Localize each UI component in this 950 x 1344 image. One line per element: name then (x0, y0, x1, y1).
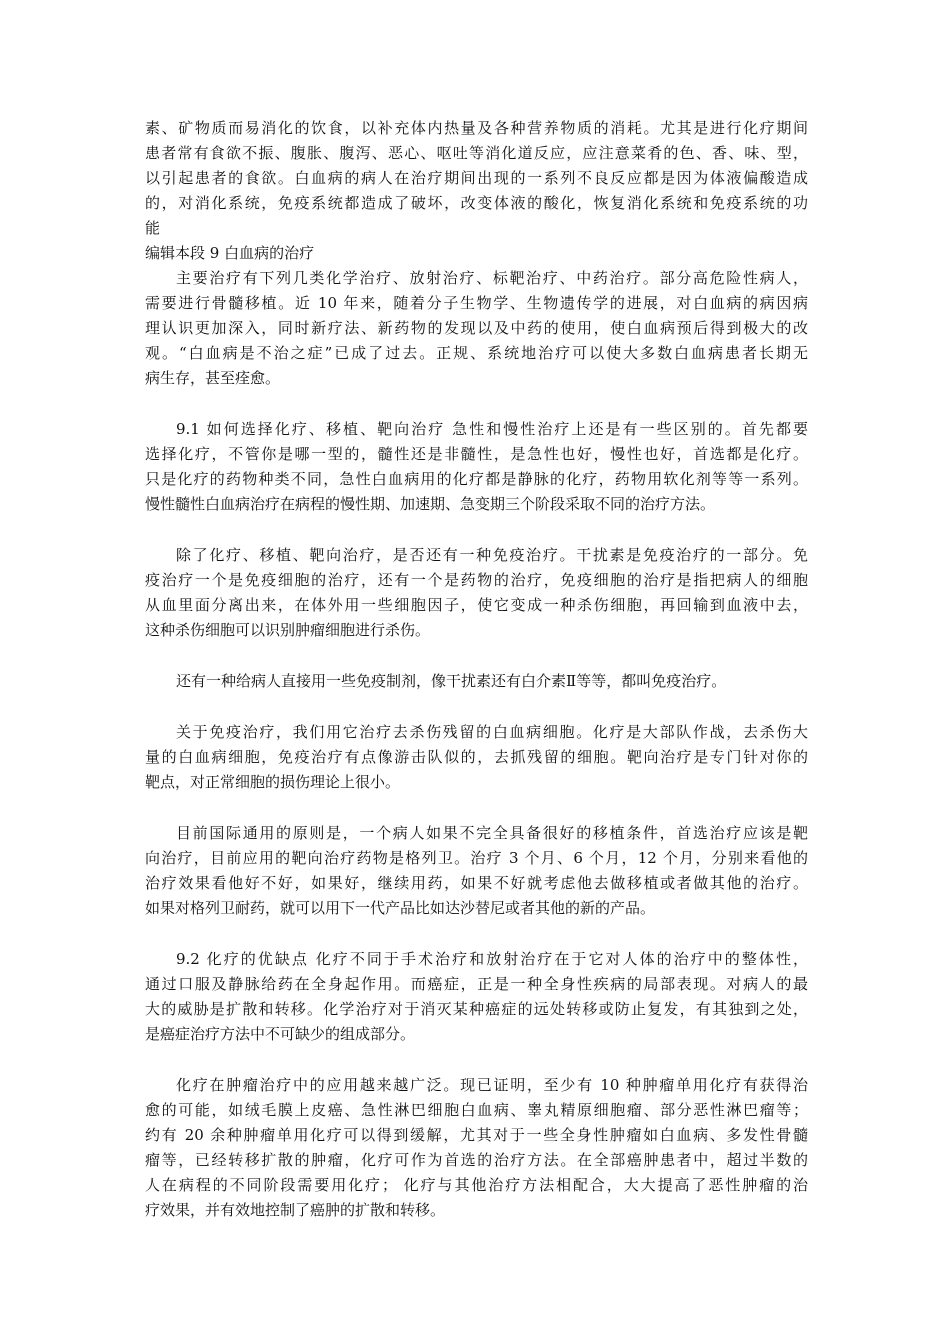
text-line: 以引起患者的食欲。白血病的病人在治疗期间出现的一系列不良反应都是因为体液偏酸造成 (145, 169, 808, 187)
paragraph-gap (145, 795, 808, 821)
document-page (145, 116, 808, 1223)
text-line: 还有一种给病人直接用一些免疫制剂，像干扰素还有白介素Ⅱ等等，都叫免疫治疗。 (176, 672, 727, 690)
text-line: 这种杀伤细胞可以识别肿瘤细胞进行杀伤。 (145, 621, 431, 639)
text-line: 慢性髓性白血病治疗在病程的慢性期、加速期、急变期三个阶段采取不同的治疗方法。 (145, 495, 716, 513)
text-line: 理认识更加深入，同时新疗法、新药物的发现以及中药的使用，使白血病预后得到极大的改 (145, 319, 808, 337)
text-line: 从血里面分离出来，在体外用一些细胞因子，使它变成一种杀伤细胞，再回输到血液中去， (145, 596, 808, 614)
text-line: 9.1 如何选择化疗、移植、靶向治疗 急性和慢性治疗上还是有一些区别的。首先都要 (176, 420, 808, 438)
paragraph-gap (145, 921, 808, 947)
text-line: 瘤等，已经转移扩散的肿瘤，化疗可作为首选的治疗方法。在全部癌肿患者中，超过半数的 (145, 1151, 808, 1169)
paragraph-gap (145, 391, 808, 417)
text-line: 需要进行骨髓移植。近 10 年来，随着分子生物学、生物遗传学的进展，对白血病的病因病 (145, 294, 808, 312)
paragraph-immunotherapy-role (145, 720, 808, 795)
text-line: 量的白血病细胞，免疫治疗有点像游击队似的，去抓残留的细胞。靶向治疗是专门针对你的 (145, 748, 808, 766)
text-line: 目前国际通用的原则是，一个病人如果不完全具备很好的移植条件，首选治疗应该是靶 (176, 824, 808, 842)
paragraph-section-9-2 (145, 947, 808, 1047)
text-line: 人在病程的不同阶段需要用化疗； 化疗与其他治疗方法相配合，大大提高了恶性肿瘤的治 (145, 1176, 808, 1194)
text-line: 选择化疗，不管你是哪一型的，髓性还是非髓性，是急性也好，慢性也好，首选都是化疗。 (145, 445, 808, 463)
text-line: 如果对格列卫耐药，就可以用下一代产品比如达沙替尼或者其他的新的产品。 (145, 899, 656, 917)
text-line: 关于免疫治疗，我们用它治疗去杀伤残留的白血病细胞。化疗是大部队作战，去杀伤大 (176, 723, 808, 741)
text-line: 大的威胁是扩散和转移。化学治疗对于消灭某种癌症的远处转移或防止复发，有其独到之处， (145, 1000, 808, 1018)
text-line: 靶点，对正常细胞的损伤理论上很小。 (145, 773, 401, 791)
text-line: 的，对消化系统，免疫系统都造成了破坏，改变体液的酸化，恢复消化系统和免疫系统的功 (145, 194, 808, 212)
text-line: 疫治疗一个是免疫细胞的治疗，还有一个是药物的治疗，免疫细胞的治疗是指把病人的细胞 (145, 571, 808, 589)
paragraph-chemo-applications (145, 1073, 808, 1223)
paragraph-diet-care (145, 116, 808, 241)
text-line: 疗效果，并有效地控制了癌肿的扩散和转移。 (145, 1201, 446, 1219)
paragraph-gap (145, 517, 808, 543)
paragraph-treatment-overview (145, 266, 808, 391)
text-line: 愈的可能，如绒毛膜上皮癌、急性淋巴细胞白血病、睾丸精原细胞瘤、部分恶性淋巴瘤等； (145, 1101, 808, 1119)
paragraph-gap (145, 694, 808, 720)
paragraph-section-9-1 (145, 417, 808, 517)
text-line: 患者常有食欲不振、腹胀、腹泻、恶心、呕吐等消化道反应，应注意菜肴的色、香、味、型， (145, 144, 808, 162)
text-line: 能 (145, 219, 161, 237)
text-line: 化疗在肿瘤治疗中的应用越来越广泛。现已证明，至少有 10 种肿瘤单用化疗有获得治 (176, 1076, 808, 1094)
paragraph-immune-agents (145, 669, 808, 694)
text-line: 是癌症治疗方法中不可缺少的组成部分。 (145, 1025, 416, 1043)
text-line: 向治疗，目前应用的靶向治疗药物是格列卫。治疗 3 个月、6 个月，12 个月，分别来看他的 (145, 849, 808, 867)
paragraph-immunotherapy (145, 543, 808, 643)
text-line: 素、矿物质而易消化的饮食，以补充体内热量及各种营养物质的消耗。尤其是进行化疗期间 (145, 119, 808, 137)
text-line: 除了化疗、移植、靶向治疗，是否还有一种免疫治疗。干扰素是免疫治疗的一部分。免 (176, 546, 808, 564)
text-line: 约有 20 余种肿瘤单用化疗可以得到缓解，尤其对于一些全身性肿瘤如白血病、多发性骨髓 (145, 1126, 808, 1144)
text-line: 只是化疗的药物种类不同，急性白血病用的化疗都是静脉的化疗，药物用软化剂等等一系列。 (145, 470, 808, 488)
section-heading-text: 编辑本段 9 白血病的治疗 (145, 244, 315, 262)
text-line: 治疗效果看他好不好，如果好，继续用药，如果不好就考虑他去做移植或者做其他的治疗。 (145, 874, 808, 892)
text-line: 9.2 化疗的优缺点 化疗不同于手术治疗和放射治疗在于它对人体的治疗中的整体性， (176, 950, 808, 968)
text-line: 观。“白血病是不治之症”已成了过去。正规、系统地治疗可以使大多数白血病患者长期无 (145, 344, 808, 362)
section-heading (145, 241, 808, 266)
paragraph-gap (145, 643, 808, 669)
text-line: 主要治疗有下列几类化学治疗、放射治疗、标靶治疗、中药治疗。部分高危险性病人， (176, 269, 808, 287)
text-line: 通过口服及静脉给药在全身起作用。而癌症，正是一种全身性疾病的局部表现。对病人的最 (145, 975, 808, 993)
paragraph-targeted-therapy (145, 821, 808, 921)
paragraph-gap (145, 1047, 808, 1073)
text-line: 病生存，甚至痊愈。 (145, 369, 281, 387)
